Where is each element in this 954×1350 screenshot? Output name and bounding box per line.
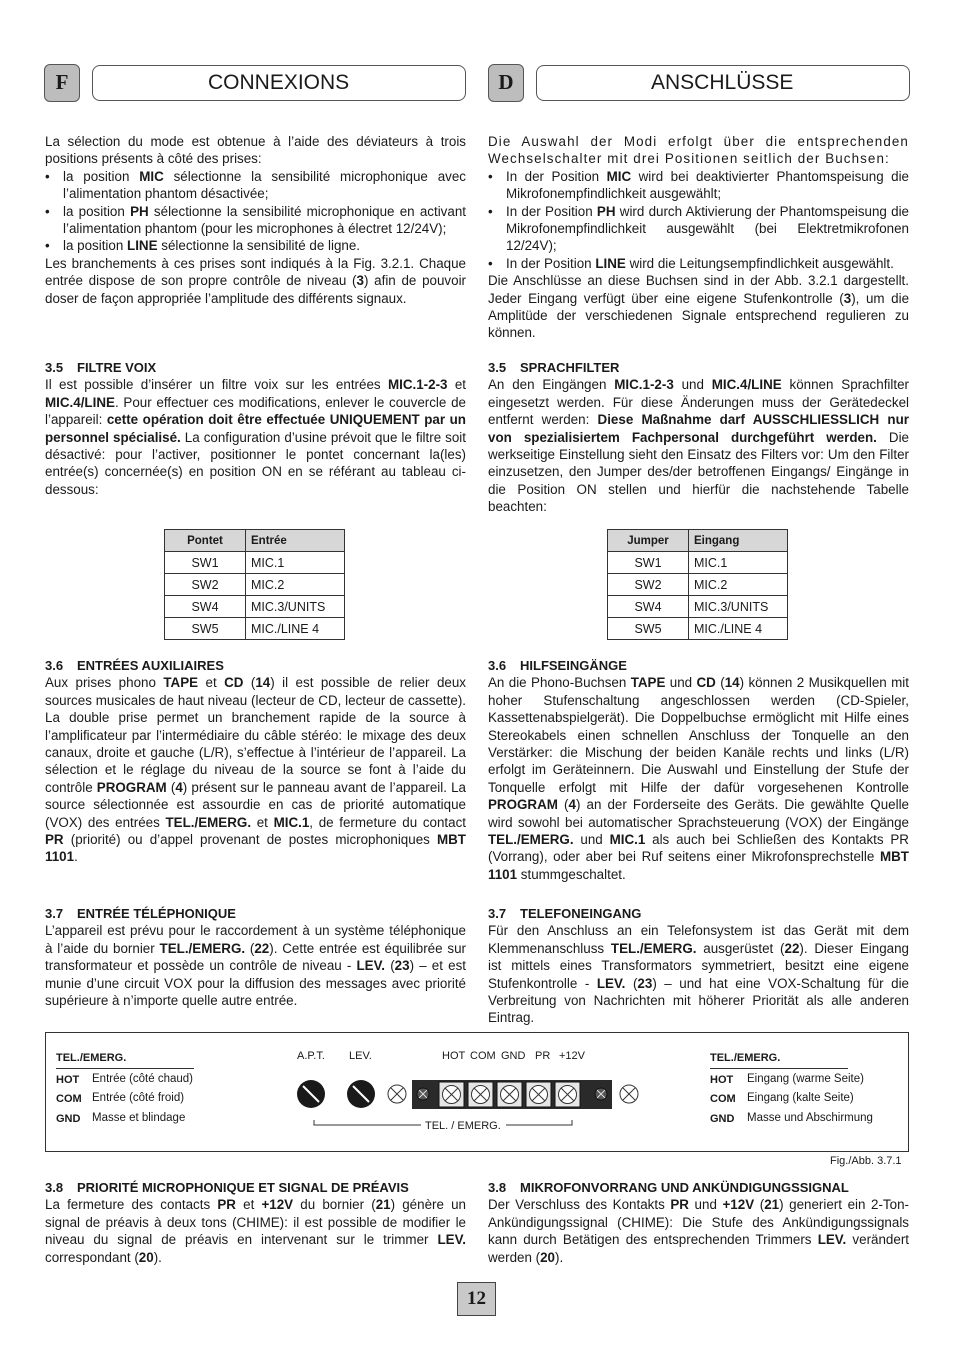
trimmer-apt-icon	[297, 1080, 325, 1108]
terminal-figure	[45, 1032, 909, 1152]
table-row: SW4 MIC.3/UNITS	[608, 596, 788, 618]
block-mount-right-icon	[595, 1088, 607, 1100]
section-heading: 3.6 ENTRÉES AUXILIAIRES	[45, 658, 224, 673]
fr-section-3-7	[45, 905, 466, 1009]
section-heading: 3.7 ENTRÉE TÉLÉPHONIQUE	[45, 906, 236, 921]
terminal-screw-pr-icon	[526, 1082, 551, 1107]
de-section-3-5	[488, 359, 909, 516]
fr-jumper-table	[164, 529, 345, 640]
terminal-screw-hot-icon	[439, 1082, 464, 1107]
de-intro-block	[488, 133, 909, 342]
section-body: Der Verschluss des Kontakts PR und +12V (21) generiert ein 2-Ton-Ankündigungssignal (CHIME): Die Stufe des Ankündigungssignals kann durch Betätigen des entsprechenden Trimmers LEV. verändert werden (20).	[488, 1197, 909, 1265]
page-number: 12	[457, 1282, 496, 1316]
bracket-right	[506, 1120, 572, 1125]
table-header: Eingang	[689, 530, 788, 552]
de-connections-paragraph: Die Anschlüsse an diese Buchsen sind in der Abb. 3.2.1 dargestellt. Jeder Eingang verfügt über eine eigene Stufenkontrolle (3), um die Amplitüde der verschiedenen Signale entsprechend regulieren zu können.	[488, 273, 910, 341]
table-row: SW2 MIC.2	[608, 574, 788, 596]
fr-section-3-5	[45, 359, 466, 498]
screw-right-icon	[620, 1085, 638, 1103]
legend-title-de: TEL./EMERG.	[710, 1052, 781, 1064]
de-intro: Die Auswahl der Modi erfolgt über die entsprechenden Wechselschalter mit drei Positionen seitlich der Buchsen:	[488, 134, 909, 167]
section-heading: 3.7 TELEFONEINGANG	[488, 906, 642, 921]
section-body: L’appareil est prévu pour le raccordement à un système téléphonique à l’aide du bornier TEL./EMERG. (22). Cette entrée est équilibrée sur transformateur et possède un contrôle de niveau - LEV. (23) – et est munie d’une circuit VOX pour la diffusion des messages avec priorité supérieure à n’importe quelle autre entrée.	[45, 923, 466, 1009]
label-apt: A.P.T.	[297, 1050, 325, 1062]
list-item: • la position MIC sélectionne la sensibilité microphonique avec l’alimentation phantom désactivée;	[45, 168, 466, 203]
terminal-label-gnd: GND	[501, 1050, 526, 1062]
fr-mode-list	[45, 168, 466, 255]
table-header: Pontet	[165, 530, 246, 552]
list-item: • la position PH sélectionne la sensibilité microphonique en activant l’alimentation phantom (pour les microphones à électret 12/24V);	[45, 203, 466, 238]
bracket-left	[314, 1120, 421, 1125]
legend-key: COM	[56, 1093, 82, 1105]
fr-connections-paragraph: Les branchements à ces prises sont indiqués à la Fig. 3.2.1. Chaque entrée dispose de son propre contrôle de niveau (3) afin de pouvoir doser de façon appropriée l’amplitude des différents signaux.	[45, 255, 467, 306]
table-row: SW5 MIC./LINE 4	[608, 618, 788, 640]
list-item: • In der Position LINE wird die Leitungsempfindlichkeit ausgewählt.	[488, 255, 909, 272]
section-body: An den Eingängen MIC.1-2-3 und MIC.4/LINE können Sprachfilter eingesetzt werden. Für diese Änderungen muss der Gerätedeckel entfernt werden: Diese Maßnahme darf AUSSCHLIESSLICH nur von spezialisiertem Fachpersonal durchgeführt werden. Die werkseitige Einstellung sieht den Einsatz des Filters vor: Um den Filter einzusetzen, den Jumper des/der betroffenen Eingangs/ Eingänge in die Position ON stellen und hierfür die nachstehende Tabelle beachten:	[488, 377, 909, 515]
section-heading: 3.5 FILTRE VOIX	[45, 360, 157, 375]
terminal-screw-gnd-icon	[497, 1082, 522, 1107]
legend-underline	[710, 1068, 848, 1069]
section-heading: 3.6 HILFSEINGÄNGE	[488, 658, 627, 673]
figure-caption: Fig./Abb. 3.7.1	[830, 1155, 902, 1167]
legend-key: HOT	[56, 1074, 80, 1086]
trimmer-lev-icon	[347, 1080, 375, 1108]
legend-key: HOT	[710, 1074, 734, 1086]
section-letter-de: D	[488, 64, 524, 102]
table-row: SW1 MIC.1	[165, 552, 345, 574]
section-heading: 3.8 PRIORITÉ MICROPHONIQUE ET SIGNAL DE PRÉAVIS	[45, 1180, 409, 1195]
legend-label: Eingang (warme Seite)	[747, 1073, 864, 1085]
legend-label: Entrée (côté froid)	[92, 1092, 185, 1104]
page-title-de: ANSCHLÜSSE	[651, 71, 794, 94]
table-header: Jumper	[608, 530, 689, 552]
legend-label: Eingang (kalte Seite)	[747, 1092, 854, 1104]
label-lev: LEV.	[349, 1050, 372, 1062]
table-row: SW1 MIC.1	[608, 552, 788, 574]
section-body: Für den Anschluss an ein Telefonsystem ist das Gerät mit dem Klemmenanschluss TEL./EMERG. ausgerüstet (22). Dieser Eingang ist mittels eines Transformators symmetriert, besitzt eine eigene Stufenkontrolle - LEV. (23) – und hat eine VOX-Schaltung für die Verbreitung von Nachrichten mit höherer Priorität als alle anderen Eintrag.	[488, 923, 910, 1026]
legend-label: Masse et blindage	[92, 1112, 186, 1124]
legend-key: GND	[710, 1113, 735, 1125]
terminal-screw-12v-icon	[555, 1082, 580, 1107]
terminal-screw-com-icon	[468, 1082, 493, 1107]
fr-section-3-6	[45, 657, 466, 866]
section-heading: 3.8 MIKROFONVORRANG UND ANKÜNDIGUNGSSIGNAL	[488, 1180, 849, 1195]
bracket-label: TEL. / EMERG.	[425, 1120, 501, 1132]
de-section-3-8	[488, 1179, 909, 1266]
section-letter-fr: F	[44, 64, 80, 102]
legend-key: COM	[710, 1093, 736, 1105]
de-section-3-7	[488, 905, 909, 1027]
fr-intro-block	[45, 133, 466, 307]
section-body: Aux prises phono TAPE et CD (14) il est possible de relier deux sources musicales de haut niveau (lecteur de CD, lecteur de cassette). La double prise permet un branchement rapide de la source à l’amplificateur par l’intermédiaire du câble stéréo: le mixage des deux canaux, droite et gauche (L/R), s’effectue à l’intérieur de l’appareil. La sélection et le réglage du niveau de la source se font à l’aide du contrôle PROGRAM (4) présent sur le panneau avant de l’appareil. La source sélectionnée est assourdie en cas de priorité automatique (VOX) des entrées TEL./EMERG. et MIC.1, de fermeture du contact PR (priorité) ou d’appel provenant de postes microphoniques MBT 1101.	[45, 675, 467, 865]
block-mount-left-icon	[417, 1088, 429, 1100]
terminal-label-12v: +12V	[559, 1050, 585, 1062]
table-row: SW5 MIC./LINE 4	[165, 618, 345, 640]
legend-label: Entrée (côté chaud)	[92, 1073, 194, 1085]
table-row: SW4 MIC.3/UNITS	[165, 596, 345, 618]
de-mode-list	[488, 168, 909, 272]
screw-left-icon	[388, 1085, 406, 1103]
list-item: • la position LINE sélectionne la sensibilité de ligne.	[45, 237, 466, 254]
section-body: Il est possible d’insérer un filtre voix sur les entrées MIC.1-2-3 et MIC.4/LINE. Pour effectuer ces modifications, enlever le couvercle de l’appareil: cette opération doit être effectuée UNIQUEMENT par un personnel spécialisé. La configuration d’usine prévoit que le filtre soit désactivé: pour l’activer, positionner le pontet concernant la(les) entrée(s) concernée(s) en position ON en se référant au tableau ci-dessous:	[45, 377, 467, 497]
legend-title-fr: TEL./EMERG.	[56, 1052, 127, 1064]
section-heading: 3.5 SPRACHFILTER	[488, 360, 620, 375]
fr-section-3-8	[45, 1179, 466, 1266]
de-jumper-table	[607, 529, 788, 640]
list-item: • In der Position MIC wird bei deaktivierter Phantomspeisung die Mikrofonempfindlichkeit ausgewählt;	[488, 168, 909, 203]
fr-intro: La sélection du mode est obtenue à l’aide des déviateurs à trois positions présents à côté des prises:	[45, 134, 466, 167]
terminal-label-pr: PR	[535, 1050, 551, 1062]
page-title-fr: CONNEXIONS	[208, 71, 350, 94]
legend-label: Masse und Abschirmung	[747, 1112, 873, 1124]
legend-key: GND	[56, 1113, 81, 1125]
table-header: Entrée	[246, 530, 345, 552]
de-section-3-6	[488, 657, 909, 883]
section-body: La fermeture des contacts PR et +12V du bornier (21) génère un signal de préavis à deux tons (CHIME): il est possible de modifier le niveau du signal de préavis en intervenant sur le trimmer LEV. correspondant (20).	[45, 1197, 466, 1265]
terminal-label-com: COM	[470, 1050, 496, 1062]
legend-underline	[56, 1068, 194, 1069]
section-body: An die Phono-Buchsen TAPE und CD (14) können 2 Musikquellen mit hoher Stufenschaltung angeschlossen werden (CD-Spieler, Kassettenabspielgerät). Die Doppelbuchse ermöglicht mit Hilfe eines Stereokabels einen schnellen Anschluss der Tonquelle an den Verstärker: die Mischung der beiden Kanäle rechts und links (L/R) erfolgt im Geräteinnern. Die Auswahl und Einstellung der Stufe der Tonquelle erfolgt mit Hilfe der dafür vorgesehenen Kontrolle PROGRAM (4) an der Forderseite des Geräts. Die gewählte Quelle wird sowohl bei automatischer Sprachsteuerung (VOX) der Eingänge TEL./EMERG. und MIC.1 als auch bei Schließen des Kontakts PR (Vorrang), oder aber bei Ruf seitens einer Mikrofonsprechstelle MBT 1101 stummgeschaltet.	[488, 675, 910, 882]
table-row: SW2 MIC.2	[165, 574, 345, 596]
list-item: • In der Position PH wird durch Aktivierung der Phantomspeisung die Mikrofonempfindlichkeit ausgewählt (bei Elektretmikrofonen 12/24V);	[488, 203, 909, 255]
terminal-label-hot: HOT	[442, 1050, 466, 1062]
